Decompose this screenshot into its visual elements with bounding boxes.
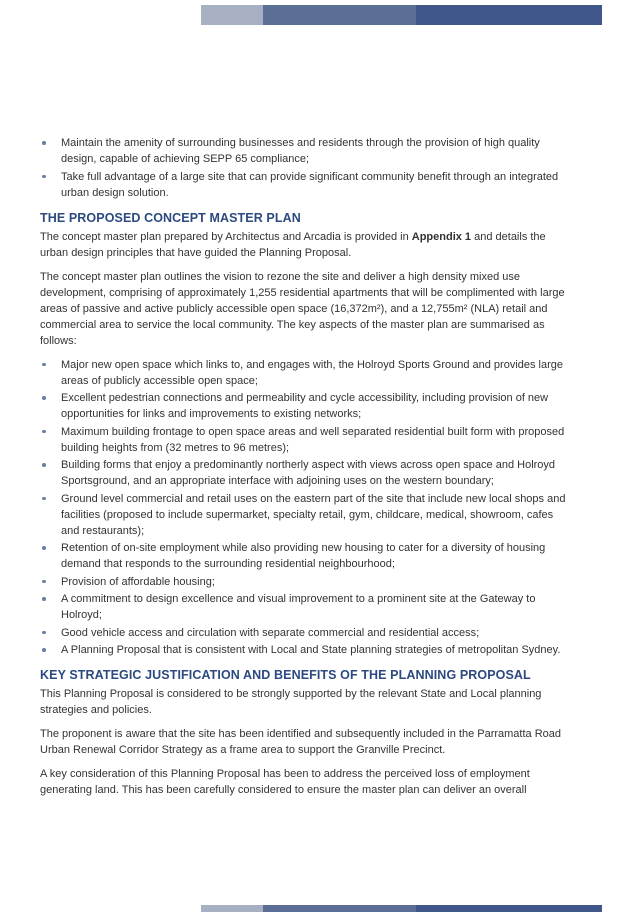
paragraph-appendix-reference (40, 229, 570, 261)
header-bar-dark-segment (416, 5, 602, 25)
footer-color-bar (201, 905, 602, 912)
header-bar-mid-segment (263, 5, 416, 25)
section-heading-strategic-justification: KEY STRATEGIC JUSTIFICATION AND BENEFITS OF THE PLANNING PROPOSAL (40, 668, 531, 682)
paragraph-text: and details the urban design principles that have guided the Planning Proposal. (40, 230, 546, 259)
paragraph-master-plan-vision: The concept master plan outlines the vision to rezone the site and deliver a high density mixed use development, comprising of approximately 1,255 residential apartments that will be complimented with large areas of passive and active publicly accessible open space (16,372m²), and a 12,755m² (NLA) retail and commercial area to service the local community. The key aspects of the master plan are summarised as follows: (40, 270, 565, 347)
master-plan-aspects-list (40, 357, 570, 659)
document-body (40, 135, 570, 806)
list-item: Building forms that enjoy a predominantly northerly aspect with views across open space and Holroyd Sportsground, and an appropriate interface with adjoining uses on the western boundary; (40, 457, 570, 489)
list-item: Maximum building frontage to open space areas and well separated residential built form with proposed building heights from (32 metres to 96 metres); (40, 424, 570, 456)
list-item: Ground level commercial and retail uses on the eastern part of the site that include new local shops and facilities (proposed to include supermarket, specialty retail, gym, childcare, medical, showroom, cafes and restaurants); (40, 491, 570, 539)
list-item: Excellent pedestrian connections and permeability and cycle accessibility, including provision of new opportunities for links and improvements to existing networks; (40, 390, 570, 422)
header-bar-light-segment (201, 5, 263, 25)
header-color-bar (201, 5, 602, 25)
section-heading-concept-master-plan: THE PROPOSED CONCEPT MASTER PLAN (40, 210, 301, 225)
list-item: A commitment to design excellence and visual improvement to a prominent site at the Gateway to Holroyd; (40, 591, 570, 623)
footer-bar-dark-segment (416, 905, 602, 912)
list-item: Retention of on-site employment while also providing new housing to cater for a diversity of housing demand that responds to the surrounding residential neighbourhood; (40, 540, 570, 572)
paragraph-employment-land: A key consideration of this Planning Proposal has been to address the perceived loss of employment generating land. This has been carefully considered to ensure the master plan can deliver an overall (40, 768, 530, 796)
list-item: Take full advantage of a large site that can provide significant community benefit through an integrated urban design solution. (40, 169, 570, 201)
list-item: A Planning Proposal that is consistent with Local and State planning strategies of metropolitan Sydney. (40, 642, 570, 658)
intro-bullet-list (40, 135, 570, 201)
footer-bar-mid-segment (263, 905, 416, 912)
list-item: Major new open space which links to, and engages with, the Holroyd Sports Ground and provides large areas of publicly accessible open space; (40, 357, 570, 389)
list-item: Good vehicle access and circulation with separate commercial and residential access; (40, 625, 570, 641)
paragraph-strategic-support: This Planning Proposal is considered to be strongly supported by the relevant State and Local planning strategies and policies. (40, 688, 542, 716)
paragraph-corridor-strategy: The proponent is aware that the site has been identified and subsequently included in the Parramatta Road Urban Renewal Corridor Strategy as a frame area to support the Granville Precinct. (40, 728, 562, 756)
list-item: Maintain the amenity of surrounding businesses and residents through the provision of high quality design, capable of achieving SEPP 65 compliance; (40, 135, 570, 167)
paragraph-text: The concept master plan prepared by Architectus and Arcadia is provided in (40, 230, 412, 243)
footer-bar-light-segment (201, 905, 263, 912)
list-item: Provision of affordable housing; (40, 574, 570, 590)
appendix-reference: Appendix 1 (411, 230, 472, 243)
